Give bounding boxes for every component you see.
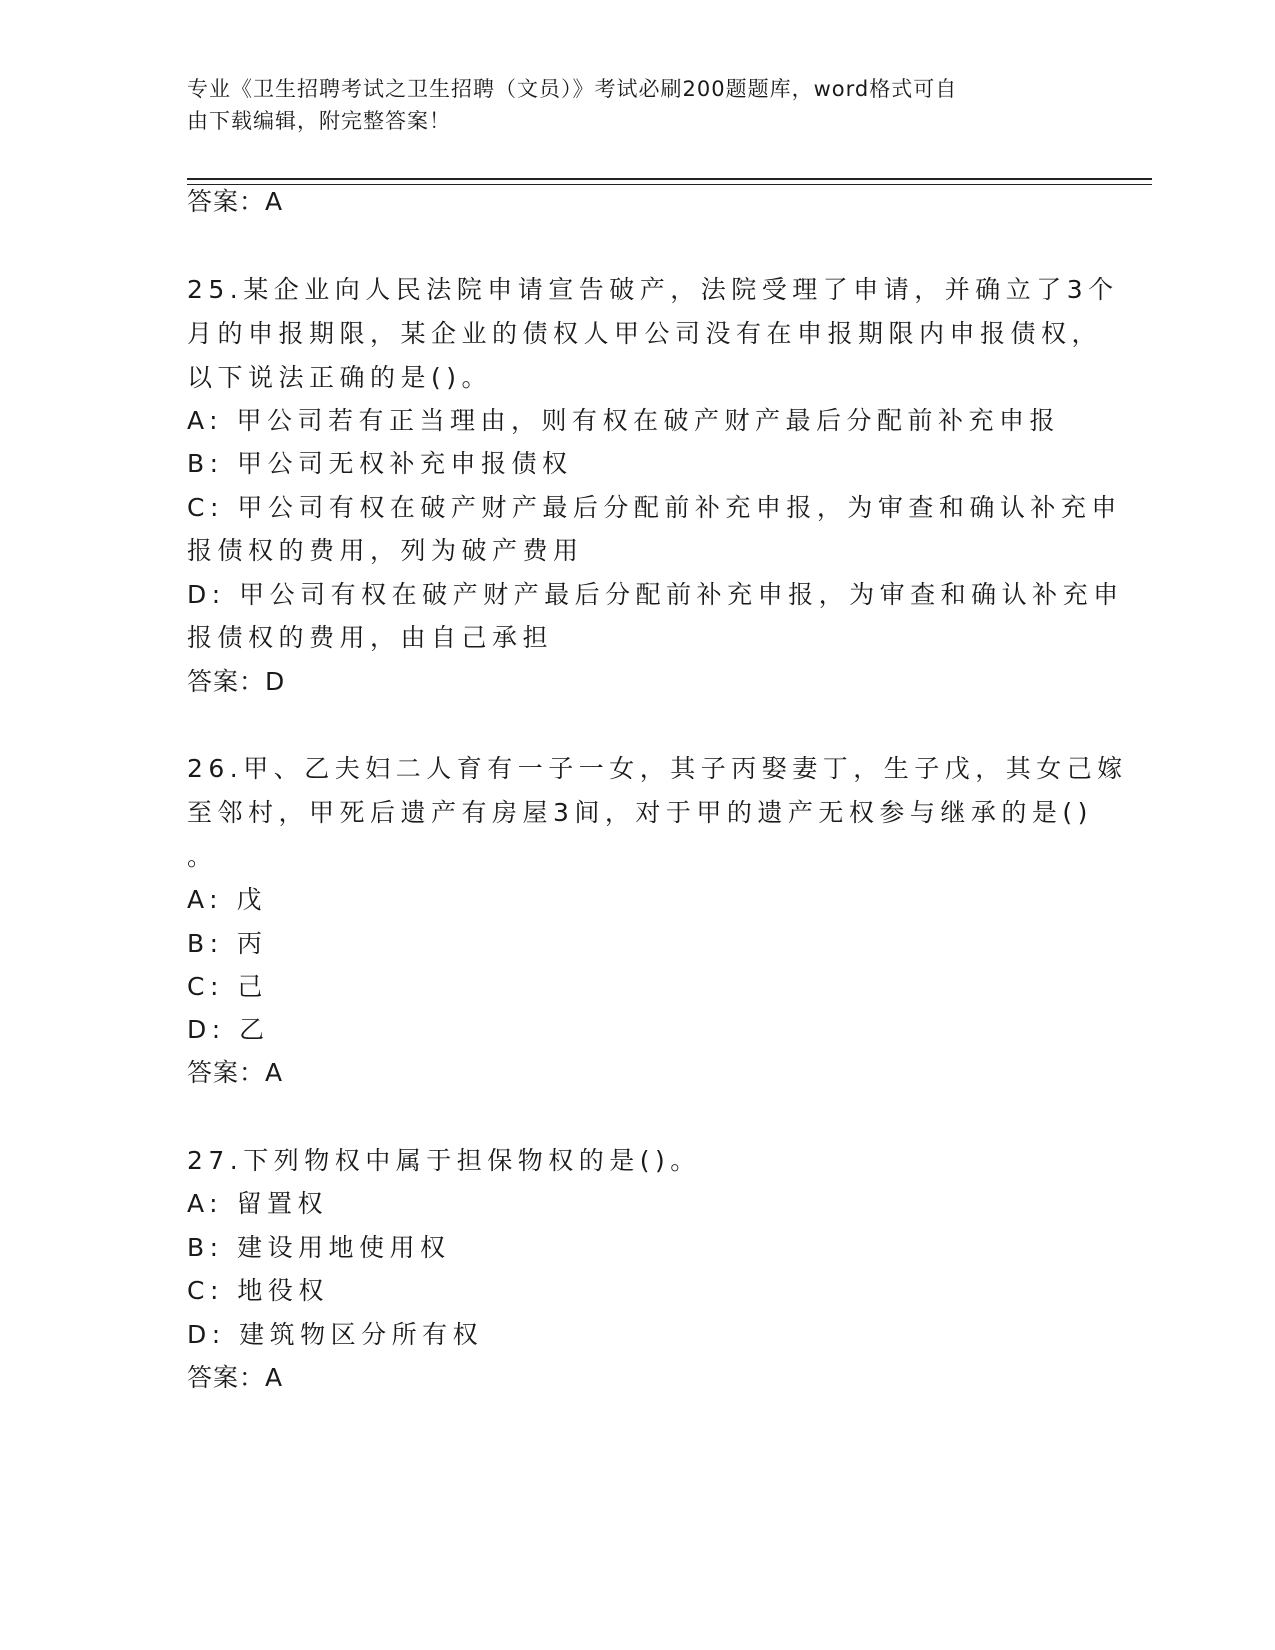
previous-answer: 答案：A [187,187,284,216]
question-25-option-b: B: 甲公司无权补充申报债权 [187,449,573,478]
question-27-option-c: C: 地役权 [187,1276,329,1305]
question-25-option-c: C: 甲公司有权在破产财产最后分配前补充申报，为审查和确认补充申 [187,493,1122,522]
document-header [187,73,1067,137]
question-26-answer: 答案：A [187,1058,284,1087]
question-26-option-b: B: 丙 [187,929,268,958]
header-divider-thick [187,178,1152,180]
question-25-stem-line-2: 月的申报期限，某企业的债权人甲公司没有在申报期限内申报债权， [187,319,1103,348]
header-title-line-1: 专业《卫生招聘考试之卫生招聘（文员）》考试必刷200题题库，word格式可自 [187,77,958,101]
question-27-option-a: A: 留置权 [187,1189,329,1218]
header-divider-thin [187,184,1152,185]
question-26-stem-line-2: 至邻村，甲死后遗产有房屋3间，对于甲的遗产无权参与继承的是() [187,798,1093,827]
question-25-option-c-cont: 报债权的费用，列为破产费用 [187,536,584,565]
question-25-option-d-cont: 报债权的费用，由自己承担 [187,623,554,652]
question-25-option-a: A: 甲公司若有正当理由，则有权在破产财产最后分配前补充申报 [187,406,1061,435]
question-25-stem-line-3: 以下说法正确的是()。 [187,363,493,392]
question-25-option-d: D: 甲公司有权在破产财产最后分配前补充申报，为审查和确认补充申 [187,580,1124,609]
question-27-answer: 答案：A [187,1363,284,1392]
question-27-stem-line-1: 27.下列物权中属于担保物权的是()。 [187,1146,701,1175]
question-26-stem-line-1: 26.甲、乙夫妇二人育有一子一女，其子丙娶妻丁，生子戊，其女己嫁 [187,754,1128,783]
question-26-option-a: A: 戊 [187,885,268,914]
header-title-line-2: 由下载编辑，附完整答案！ [187,109,451,133]
question-25-answer: 答案：D [187,667,286,696]
question-25-stem-line-1: 25.某企业向人民法院申请宣告破产，法院受理了申请，并确立了3个 [187,275,1119,304]
question-26-stem-line-3: 。 [187,842,218,871]
question-27-option-b: B: 建设用地使用权 [187,1233,451,1262]
question-26-option-c: C: 己 [187,972,268,1001]
question-26-option-d: D: 乙 [187,1015,270,1044]
question-27-option-d: D: 建筑物区分所有权 [187,1320,484,1349]
